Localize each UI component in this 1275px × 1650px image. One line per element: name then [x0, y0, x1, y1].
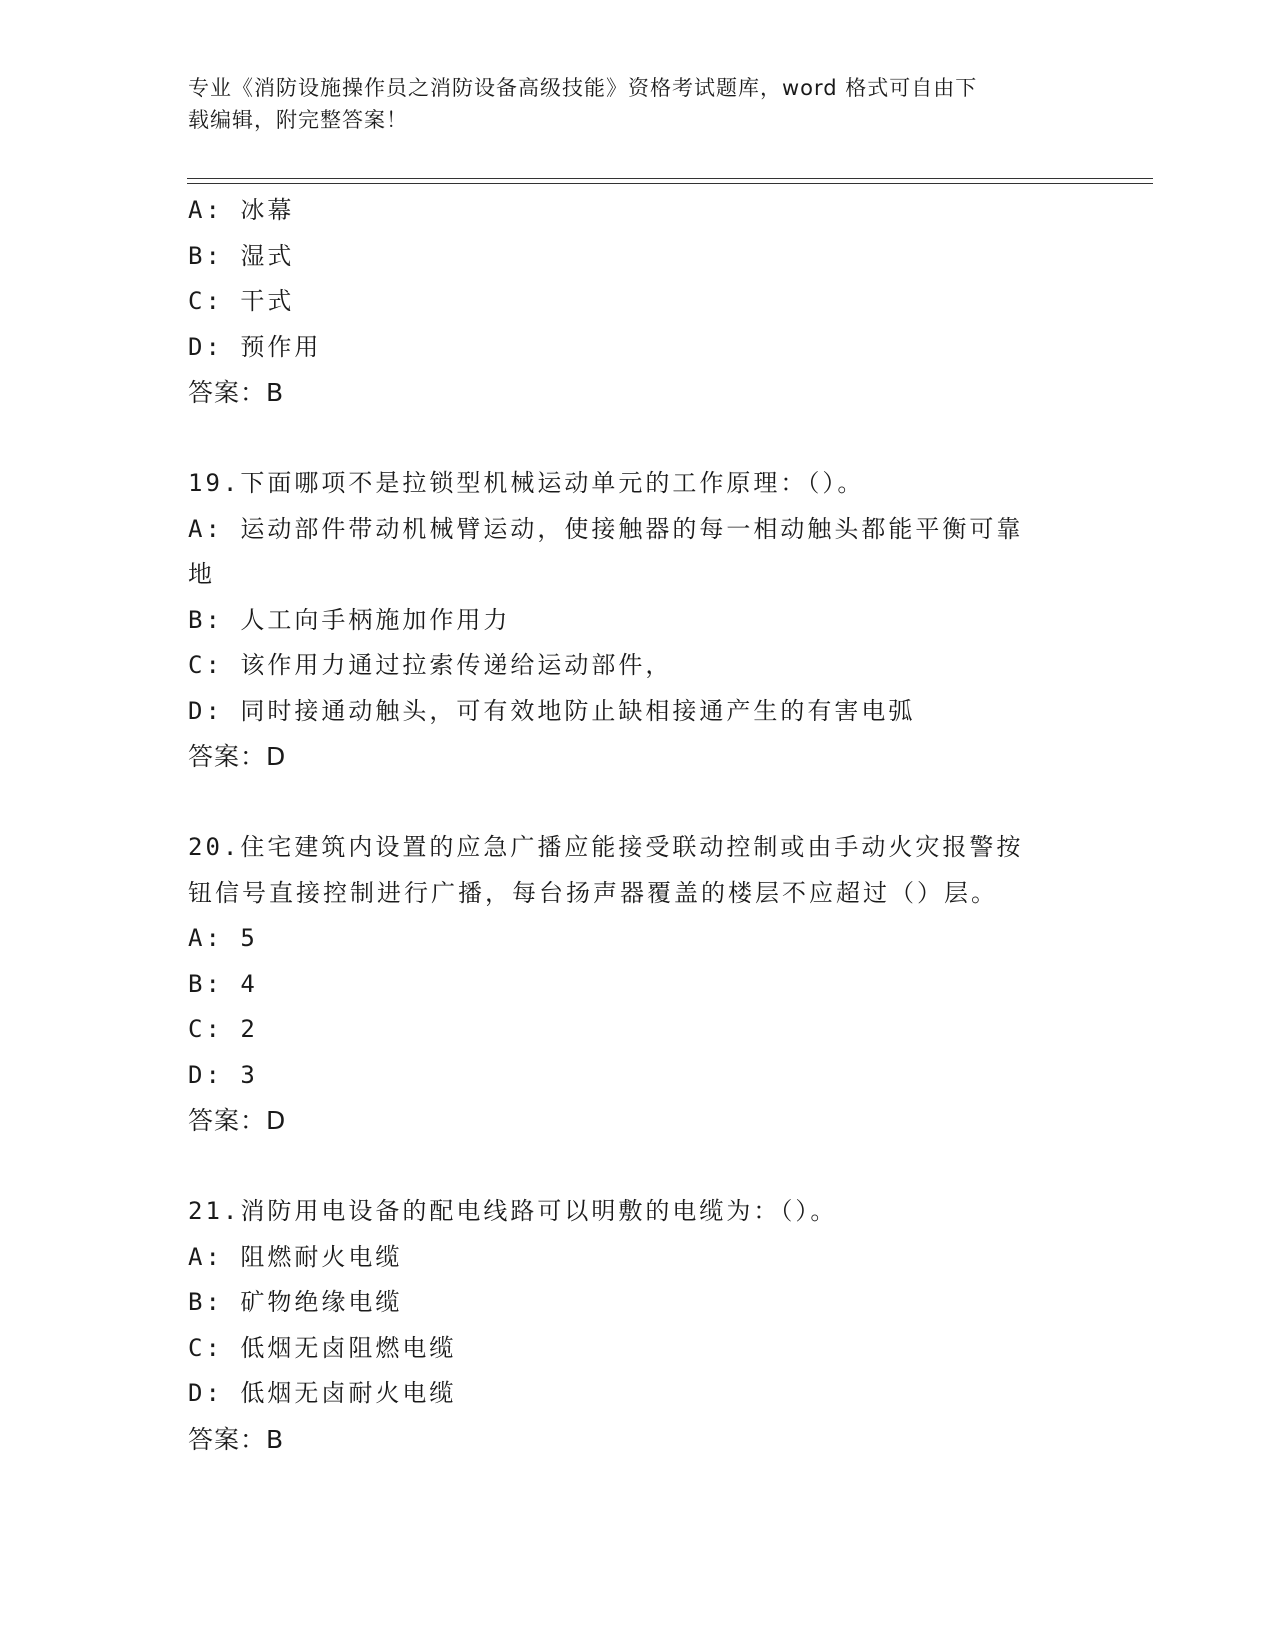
option-a: A: 5 — [188, 924, 258, 952]
option-b: B: 4 — [188, 969, 258, 998]
question-20 — [188, 825, 1088, 1144]
question-stem: 21.消防用电设备的配电线路可以明敷的电缆为：（）。 — [188, 1197, 838, 1225]
question-stem-line-1: 20.住宅建筑内设置的应急广播应能接受联动控制或由手动火灾报警按 — [188, 833, 1024, 861]
option-b: B: 湿式 — [188, 241, 295, 270]
document-header — [188, 72, 1068, 136]
spacer — [188, 780, 1088, 826]
answer: 答案：D — [188, 1106, 287, 1135]
header-divider-top — [187, 178, 1153, 179]
option-a-line-2: 地 — [188, 560, 215, 588]
option-c: C: 干式 — [188, 287, 295, 315]
header-title-line-2: 载编辑，附完整答案！ — [188, 108, 408, 132]
question-stem-line-2: 钮信号直接控制进行广播，每台扬声器覆盖的楼层不应超过（）层。 — [188, 878, 998, 907]
option-b: B: 矿物绝缘电缆 — [188, 1288, 403, 1316]
option-d: D: 同时接通动触头，可有效地防止缺相接通产生的有害电弧 — [188, 696, 916, 725]
option-a: A: 冰幕 — [188, 196, 295, 224]
question-stem: 19.下面哪项不是拉锁型机械运动单元的工作原理：（）。 — [188, 469, 865, 497]
spacer — [188, 1144, 1088, 1190]
question-21 — [188, 1189, 1088, 1462]
header-title-line-1: 专业《消防设施操作员之消防设备高级技能》资格考试题库，word 格式可自由下 — [188, 76, 978, 100]
option-a: A: 阻燃耐火电缆 — [188, 1242, 403, 1271]
answer: 答案：B — [188, 378, 285, 407]
option-b: B: 人工向手柄施加作用力 — [188, 605, 511, 634]
option-a-line-1: A: 运动部件带动机械臂运动，使接触器的每一相动触头都能平衡可靠 — [188, 514, 1024, 543]
answer: 答案：B — [188, 1424, 285, 1454]
spacer — [188, 416, 1088, 462]
option-c: C: 该作用力通过拉索传递给运动部件， — [188, 651, 673, 679]
question-19 — [188, 461, 1088, 780]
question-list — [188, 188, 1088, 1462]
header-divider-bottom — [187, 183, 1153, 184]
option-c: C: 低烟无卤阻燃电缆 — [188, 1333, 457, 1362]
question-18-tail — [188, 188, 1088, 416]
option-d: D: 低烟无卤耐火电缆 — [188, 1379, 457, 1407]
answer: 答案：D — [188, 742, 287, 771]
option-d: D: 3 — [188, 1060, 258, 1089]
option-d: D: 预作用 — [188, 332, 322, 361]
option-c: C: 2 — [188, 1015, 258, 1043]
